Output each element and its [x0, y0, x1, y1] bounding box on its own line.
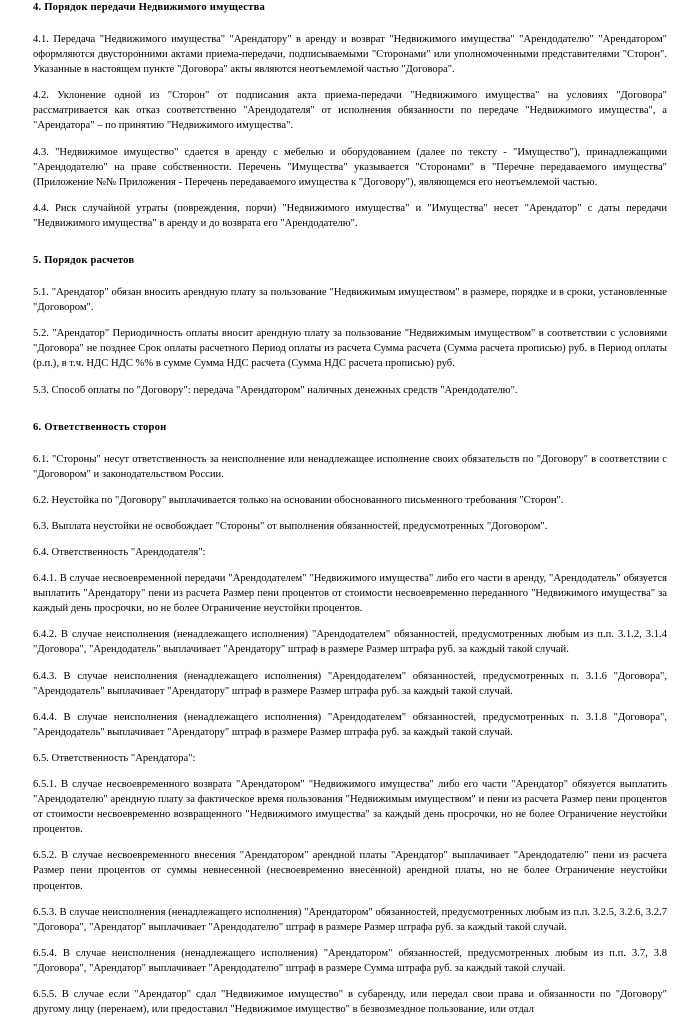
- paragraph-4-3: 4.3. "Недвижимое имущество" сдается в аренду с мебелью и оборудованием (далее по тексту - "Имущество"), принадлежащими "Арендодателю" на праве собственности. Перечень "Имущества" указывается "Сторонами" в "Перечне передаваемого имущества" (Приложение №№ Приложения - Перечень передаваемого имущества к "Договору"), являющемся его неотъемлемой частью.: [33, 146, 667, 188]
- paragraph-5-2: 5.2. "Арендатор" Периодичность оплаты вносит арендную плату за пользование "Недвижимым имуществом" в соответствии с условиями "Договора" не позднее Срок оплаты расчетного Период оплаты из расчета Сумма расчета (Сумма расчета прописью) руб. в Период оплаты (р.п.), в т.ч. НДС НДС %% в сумме Сумма НДС расчета (Сумма НДС расчета прописью) руб.: [33, 328, 667, 370]
- spacer: [33, 398, 667, 420]
- paragraph-4-4: 4.4. Риск случайной утраты (повреждения, порчи) "Недвижимого имущества" и "Имущества" несет "Арендатор" с даты передачи "Недвижимого имущества" в аренду и до возврата его "Арендодателю".: [33, 202, 667, 229]
- section-heading-6: 6. Ответственность сторон: [33, 421, 167, 433]
- spacer: [33, 482, 667, 493]
- paragraph-6-5: 6.5. Ответственность "Арендатора":: [33, 752, 196, 764]
- spacer: [33, 15, 667, 32]
- spacer: [33, 372, 667, 383]
- spacer: [33, 435, 667, 452]
- spacer: [33, 837, 667, 848]
- spacer: [33, 77, 667, 88]
- spacer: [33, 616, 667, 627]
- paragraph-6-5-5: 6.5.5. В случае если "Арендатор" сдал "Недвижимое имущество" в субаренду, или передал свои права и обязанности по "Договору" другому лицу (перенаем), или предоставил "Недвижимое имущество" в безвозмездное пользование, или отдал: [33, 989, 667, 1016]
- section-heading-4: 4. Порядок передачи Недвижимого имущества: [33, 2, 266, 13]
- spacer: [33, 134, 667, 145]
- spacer: [33, 740, 667, 751]
- spacer: [33, 508, 667, 519]
- paragraph-4-2: 4.2. Уклонение одной из "Сторон" от подписания акта приема-передачи "Недвижимого имущества" на условиях "Договора" рассматривается как отказ соответственно "Арендодателя" от исполнения обязанности по передаче "Недвижимого имущества", а "Арендатора" – по принятию "Недвижимого имущества".: [33, 90, 667, 132]
- paragraph-6-5-2: 6.5.2. В случае несвоевременного внесения "Арендатором" арендной платы "Арендатор" выплачивает "Арендодателю" пени из расчета Размер пени процентов от суммы невнесенной (несвоевременно внесенной) арендной платы, но не более Ограничение неустойки процентов.: [33, 850, 667, 892]
- paragraph-6-4: 6.4. Ответственность "Арендодателя":: [33, 546, 206, 558]
- paragraph-5-3: 5.3. Способ оплаты по "Договору": передача "Арендатором" наличных денежных средств "Арендодателю".: [33, 384, 518, 396]
- paragraph-6-2: 6.2. Неустойка по "Договору" выплачивается только на основании обоснованного письменного требования "Сторон".: [33, 494, 564, 506]
- spacer: [33, 315, 667, 326]
- spacer: [33, 560, 667, 571]
- paragraph-6-4-3: 6.4.3. В случае неисполнения (ненадлежащего исполнения) "Арендодателем" обязанностей, предусмотренных п. 3.1.6 "Договора", "Арендодатель" выплачивает "Арендатору" штраф в размере Размер штрафа руб. за каждый такой случай.: [33, 670, 667, 697]
- section-heading-5: 5. Порядок расчетов: [33, 255, 135, 267]
- paragraph-6-4-4: 6.4.4. В случае неисполнения (ненадлежащего исполнения) "Арендодателем" обязанностей, предусмотренных п. 3.1.8 "Договора", "Арендодатель" выплачивает "Арендатору" штраф в размере Размер штрафа руб. за каждый такой случай.: [33, 711, 667, 738]
- paragraph-6-4-2: 6.4.2. В случае неисполнения (ненадлежащего исполнения) "Арендодателем" обязанностей, предусмотренных любым из п.п. 3.1.2, 3.1.4 "Договора", "Арендодатель" выплачивает "Арендатору" штраф в размере Размер штрафа руб. за каждый такой случай.: [33, 629, 667, 656]
- paragraph-6-5-4: 6.5.4. В случае неисполнения (ненадлежащего исполнения) "Арендатором" обязанностей, предусмотренных любым из п.п. 3.7, 3.8 "Договора", "Арендатор" выплачивает "Арендодателю" штраф в размере Сумма штрафа руб. за каждый такой случай.: [33, 947, 667, 974]
- paragraph-6-5-1: 6.5.1. В случае несвоевременного возврата "Арендатором" "Недвижимого имущества" либо его части "Арендатор" обязуется выплатить "Арендодателю" арендную плату за фактическое время пользования "Недвижимым имуществом" и пени из расчета Размер пени процентов от стоимости несвоевременно возвращенного "Недвижимого имущества" за каждый день просрочки, но не более Ограничение неустойки процентов.: [33, 779, 667, 836]
- spacer: [33, 766, 667, 777]
- spacer: [33, 699, 667, 710]
- spacer: [33, 894, 667, 905]
- paragraph-5-1: 5.1. "Арендатор" обязан вносить арендную плату за пользование "Недвижимым имуществом" в размере, порядке и в сроки, установленные "Договором".: [33, 287, 667, 314]
- document-body: [33, 0, 667, 1017]
- spacer: [33, 658, 667, 669]
- spacer: [33, 268, 667, 285]
- spacer: [33, 231, 667, 253]
- paragraph-6-4-1: 6.4.1. В случае несвоевременной передачи "Арендодателем" "Недвижимого имущества" либо его части в аренду, "Арендодатель" обязуется выплатить "Арендатору" пени из расчета Размер пени процентов от стоимости несвоевременно переданного "Недвижимого имущества" за каждый день просрочки, но не более Ограничение неустойки процентов.: [33, 573, 667, 615]
- spacer: [33, 935, 667, 946]
- paragraph-6-1: 6.1. "Стороны" несут ответственность за неисполнение или ненадлежащее исполнение своих обязательств по "Договору" в соответствии с "Договором" и законодательством России.: [33, 453, 667, 480]
- spacer: [33, 976, 667, 987]
- spacer: [33, 190, 667, 201]
- paragraph-6-5-3: 6.5.3. В случае неисполнения (ненадлежащего исполнения) "Арендатором" обязанностей, предусмотренных любым из п.п. 3.2.5, 3.2.6, 3.2.7 "Договора", "Арендатор" выплачивает "Арендодателю" штраф в размере Размер штрафа руб. за каждый такой случай.: [33, 906, 667, 933]
- paragraph-4-1: 4.1. Передача "Недвижимого имущества" "Арендатору" в аренду и возврат "Недвижимого имущества" "Арендодателю" "Арендатором" оформляются двусторонними актами приема-передачи, подписываемыми "Сторонами" или уполномоченными представителями "Сторон". Указанные в настоящем пункте "Договора" акты являются неотъемлемой частью "Договора".: [33, 34, 667, 76]
- spacer: [33, 534, 667, 545]
- paragraph-6-3: 6.3. Выплата неустойки не освобождает "Стороны" от выполнения обязанностей, предусмотренных "Договором".: [33, 520, 548, 532]
